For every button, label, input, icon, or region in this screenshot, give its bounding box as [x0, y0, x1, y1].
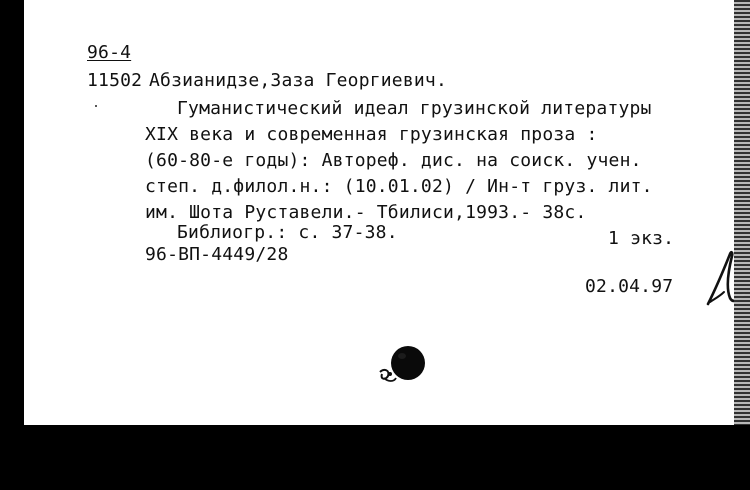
copies-count: 1 экз.: [608, 228, 675, 249]
card-date: 02.04.97: [585, 276, 674, 297]
bibliography-note: Библиогр.: с. 37-38.: [177, 222, 398, 243]
ink-blot-stamp: [374, 344, 430, 388]
speck: [95, 105, 97, 107]
call-number: 96-4: [87, 42, 132, 63]
title-line-2: XIX века и современная грузинская проза :: [145, 124, 598, 145]
title-line-5: им. Шота Руставели.- Тбилиси,1993.- 38с.: [145, 202, 587, 223]
registration-code: 96-ВП-4449/28: [145, 244, 289, 265]
catalog-card: [24, 0, 734, 425]
title-line-1: Гуманистический идеал грузинской литературы: [177, 98, 652, 119]
author-name: Абзианидзе,Заза Георгиевич.: [149, 70, 447, 91]
entry-number: 11502: [87, 70, 143, 91]
scan-edge-strip: [734, 0, 750, 425]
title-line-3: (60-80-е годы): Автореф. дис. на соиск. учен.: [145, 150, 642, 171]
title-line-4: степ. д.филол.н.: (10.01.02) / Ин-т груз. лит.: [145, 176, 653, 197]
